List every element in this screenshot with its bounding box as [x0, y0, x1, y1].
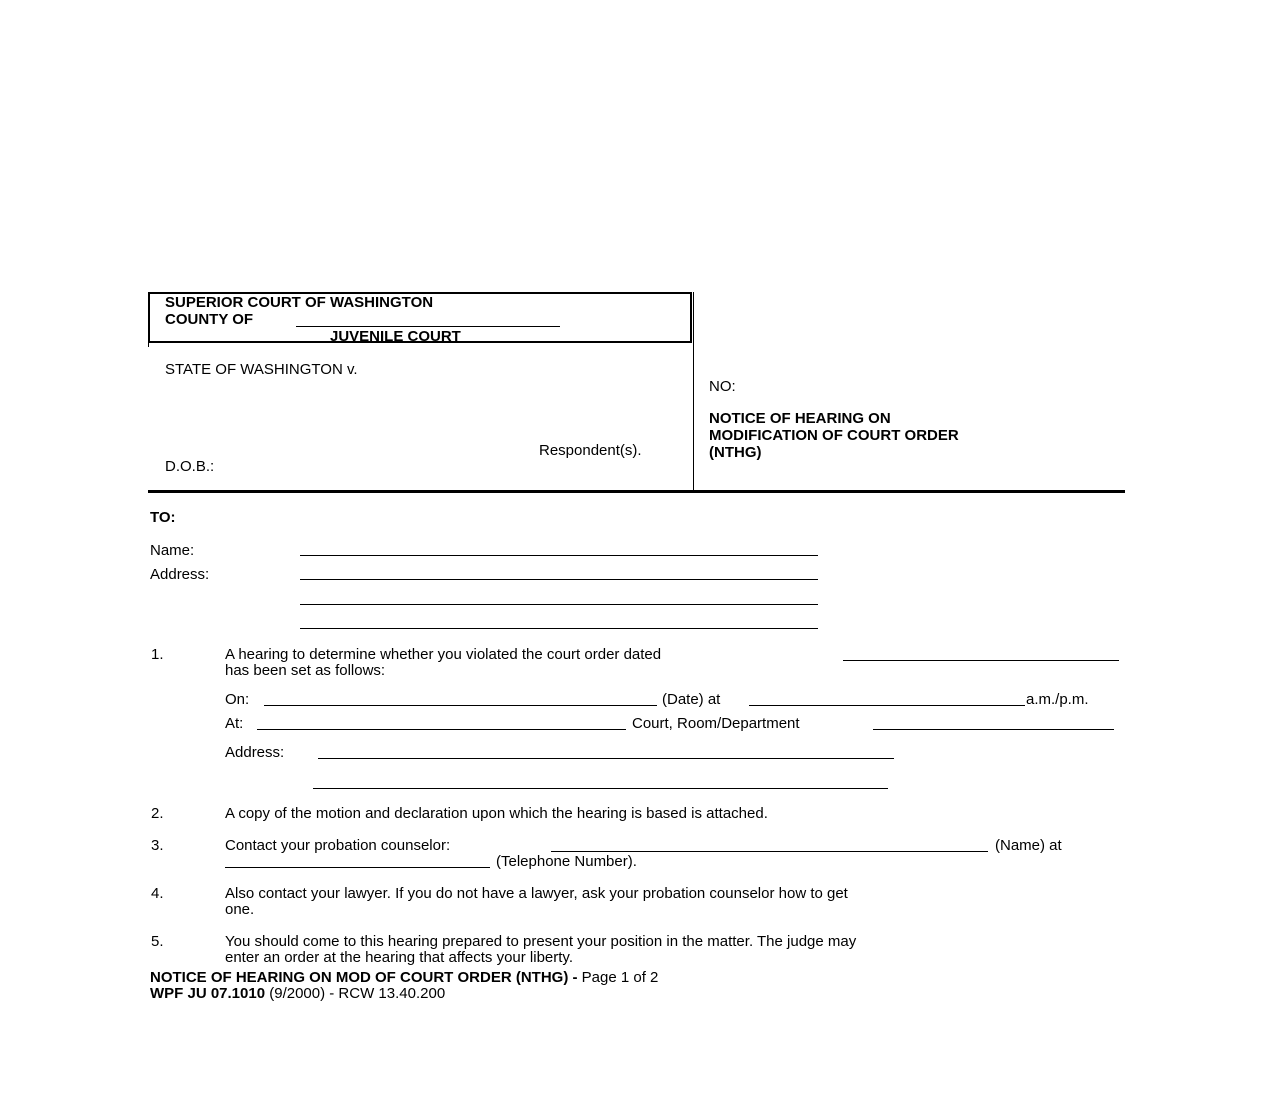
item-4-text: Also contact your lawyer. If you do not have a lawyer, ask your probation counselor how to get: [225, 885, 848, 902]
document-title-line3: (NTHG): [709, 444, 762, 461]
item-4-number: 4.: [151, 885, 164, 902]
item-5-text: You should come to this hearing prepared to present your position in the matter. The judge may: [225, 933, 857, 950]
at-label: At:: [225, 715, 244, 732]
address-blank-1[interactable]: [300, 579, 818, 580]
footer-page: Page 1 of 2: [581, 969, 659, 986]
item-4-text-2: one.: [225, 901, 255, 918]
hearing-court-blank[interactable]: [257, 729, 626, 730]
counselor-phone-blank[interactable]: [225, 867, 490, 868]
hearing-address-label: Address:: [225, 744, 285, 761]
footer-title: NOTICE OF HEARING ON MOD OF COURT ORDER (NTHG) -: [150, 969, 578, 986]
respondent-label: Respondent(s).: [539, 442, 642, 459]
name-label: Name:: [150, 542, 195, 559]
footer-revision: (9/2000) - RCW 13.40.200: [269, 985, 446, 1002]
footer-title-line: [150, 969, 658, 986]
caption-left-border: [148, 343, 149, 347]
footer-form-id: WPF JU 07.1010: [150, 985, 266, 1002]
address-label: Address:: [150, 566, 210, 583]
item-2-number: 2.: [151, 805, 164, 822]
state-v-label: STATE OF WASHINGTON v.: [165, 361, 358, 378]
item-3-text: Contact your probation counselor:: [225, 837, 451, 854]
caption-divider: [693, 292, 694, 491]
address-blank-2[interactable]: [300, 604, 818, 605]
name-at-label: (Name) at: [995, 837, 1062, 854]
caption-bottom-rule: [148, 490, 1125, 493]
court-name: SUPERIOR COURT OF WASHINGTON: [165, 294, 434, 311]
case-number-label: NO:: [709, 378, 736, 395]
item-1-number: 1.: [151, 646, 164, 663]
juvenile-court-label: JUVENILE COURT: [330, 328, 461, 345]
hearing-address-blank-2[interactable]: [313, 788, 888, 789]
room-department-blank[interactable]: [873, 729, 1114, 730]
counselor-name-blank[interactable]: [551, 851, 988, 852]
item-1-text-2: has been set as follows:: [225, 662, 386, 679]
on-label: On:: [225, 691, 250, 708]
document-title-line2: MODIFICATION OF COURT ORDER: [709, 427, 959, 444]
item-2-text: A copy of the motion and declaration upon which the hearing is based is attached.: [225, 805, 768, 822]
document-title-line1: NOTICE OF HEARING ON: [709, 410, 891, 427]
item-1-text: A hearing to determine whether you violated the court order dated: [225, 646, 662, 663]
item-3-number: 3.: [151, 837, 164, 854]
footer-form-line: [150, 985, 445, 1002]
court-room-label: Court, Room/Department: [632, 715, 800, 732]
order-date-blank[interactable]: [843, 660, 1119, 661]
hearing-time-blank[interactable]: [749, 705, 1025, 706]
hearing-date-blank[interactable]: [264, 705, 657, 706]
ampm-label: a.m./p.m.: [1026, 691, 1089, 708]
dob-label: D.O.B.:: [165, 458, 215, 475]
county-label: COUNTY OF: [165, 311, 254, 328]
address-blank-3[interactable]: [300, 628, 818, 629]
date-at-label: (Date) at: [662, 691, 721, 708]
to-label: TO:: [150, 509, 176, 526]
telephone-label: (Telephone Number).: [496, 853, 637, 870]
item-5-number: 5.: [151, 933, 164, 950]
name-blank[interactable]: [300, 555, 818, 556]
item-5-text-2: enter an order at the hearing that affects your liberty.: [225, 949, 573, 966]
hearing-address-blank-1[interactable]: [318, 758, 894, 759]
county-blank[interactable]: [296, 326, 560, 327]
